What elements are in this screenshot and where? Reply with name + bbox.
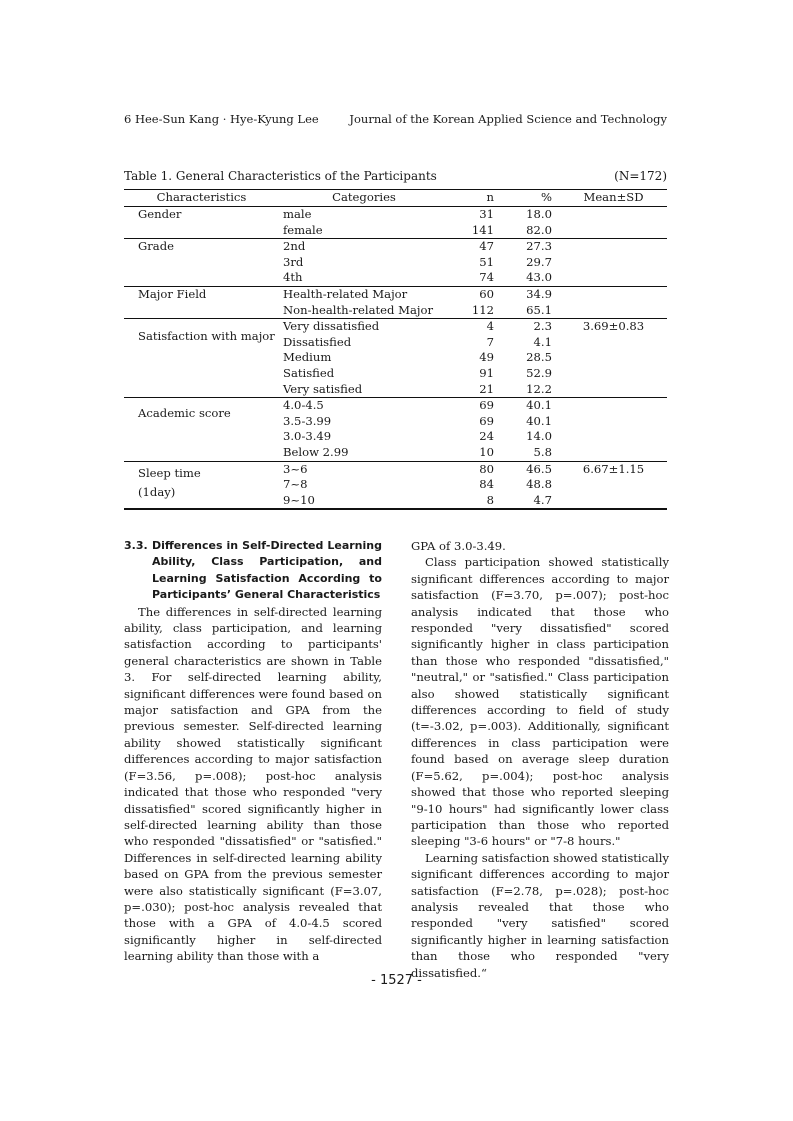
cell-category: Medium <box>283 350 332 365</box>
cell-category: female <box>279 223 449 239</box>
cell-percent: 48.8 <box>526 477 552 492</box>
cell-n: 8 <box>449 493 494 510</box>
cell-percent: 27.3 <box>526 239 552 254</box>
cell-characteristic: Academic score <box>138 406 231 421</box>
table-caption: Table 1. General Characteristics of the Participants <box>124 169 437 183</box>
cell-characteristic: Grade <box>138 239 174 254</box>
cell-n: 24 <box>479 429 494 444</box>
cell-category: Health-related Major <box>283 286 408 301</box>
table-row <box>124 303 667 319</box>
section-heading <box>124 538 382 604</box>
cell-mean-sd: 3.69±0.83 <box>582 319 645 334</box>
running-header-left: 6 Hee-Sun Kang · Hye-Kyung Lee <box>124 112 319 126</box>
cell-characteristic: Sleep time <box>138 465 201 480</box>
table-row <box>124 350 667 366</box>
cell-percent: 82.0 <box>494 223 560 239</box>
body-paragraph: Learning satisfaction showed statistically significant differences according to major satisfaction (F=2.78, p=.028); post-hoc analysis revealed that those who responded "very satisfied" scored significantly higher in learning satisfaction than those who responded "very dissatisfied.“ <box>411 850 670 980</box>
cell-mean-sd <box>560 207 667 223</box>
right-text-column <box>411 538 669 981</box>
cell-n: 60 <box>479 286 494 301</box>
cell-category: 4th <box>279 270 449 286</box>
cell-characteristic <box>124 429 279 445</box>
cell-percent: 4.1 <box>533 334 552 349</box>
cell-n: 69 <box>479 413 494 428</box>
table-row <box>124 382 667 398</box>
cell-category: 7~8 <box>283 477 308 492</box>
cell-characteristic <box>124 270 279 286</box>
table-row <box>124 239 667 255</box>
cell-category: 4.0-4.5 <box>283 398 324 413</box>
cell-mean-sd: 6.67±1.15 <box>582 461 645 476</box>
col-header-percent: % <box>494 190 560 207</box>
cell-category: Non-health-related Major <box>279 303 449 319</box>
cell-category: Satisfied <box>283 365 335 380</box>
cell-mean-sd <box>560 398 667 414</box>
cell-percent: 2.3 <box>533 319 552 334</box>
cell-n: 51 <box>479 254 494 269</box>
cell-mean-sd <box>560 270 667 286</box>
cell-percent: 28.5 <box>526 350 552 365</box>
cell-mean-sd <box>560 303 667 319</box>
table-row <box>124 319 667 335</box>
cell-mean-sd <box>560 477 667 493</box>
characteristics-table <box>124 189 667 510</box>
cell-mean-sd <box>560 286 667 302</box>
table-sample-size: (N=172) <box>614 169 667 183</box>
cell-percent: 4.7 <box>494 493 560 510</box>
cell-mean-sd <box>560 223 667 239</box>
cell-mean-sd <box>560 382 667 398</box>
table-row <box>124 366 667 382</box>
cell-percent: 29.7 <box>526 254 552 269</box>
cell-category: 2nd <box>283 239 306 254</box>
cell-mean-sd <box>560 493 667 510</box>
col-header-characteristics: Characteristics <box>124 190 279 207</box>
cell-characteristic <box>124 366 279 382</box>
cell-n: 84 <box>479 477 494 492</box>
page-number: - 1527 - <box>371 973 422 988</box>
cell-n: 47 <box>479 239 494 254</box>
table-row <box>124 223 667 239</box>
cell-mean-sd <box>560 414 667 430</box>
cell-characteristic: Major Field <box>138 286 207 301</box>
col-header-mean-sd: Mean±SD <box>560 190 667 207</box>
cell-percent: 40.1 <box>526 398 552 413</box>
body-paragraph: Class participation showed statistically significant differences according to major satisfaction (F=3.70, p=.007); post-hoc analysis indicated that those who responded "very dissatisfied" scored significantly higher in class participation than those who responded "dissatisfied," "neutral," or "satisfied." Class participation also showed statistically significant differences according to field of study (t=-3.02, p=.003). Additionally, significant differences in class participation were found based on average sleep duration (F=5.62, p=.004); post-hoc analysis showed that those who reported sleeping "9-10 hours" had significantly lower class participation than those who reported sleeping "3-6 hours" or "7-8 hours." <box>411 555 669 849</box>
cell-category: Very satisfied <box>279 382 449 398</box>
table-row <box>124 461 667 477</box>
cell-n: 141 <box>449 223 494 239</box>
cell-percent: 5.8 <box>494 445 560 461</box>
section-number: 3.3. <box>124 539 148 552</box>
cell-mean-sd <box>560 445 667 461</box>
cell-percent: 34.9 <box>526 286 552 301</box>
table-row <box>124 445 667 461</box>
cell-percent: 12.2 <box>494 382 560 398</box>
cell-n: 21 <box>449 382 494 398</box>
cell-percent: 52.9 <box>526 365 552 380</box>
col-header-n: n <box>449 190 494 207</box>
cell-characteristic: Satisfaction with major <box>138 329 275 344</box>
cell-n: 80 <box>479 461 494 476</box>
cell-percent: 18.0 <box>526 207 552 221</box>
cell-n: 10 <box>449 445 494 461</box>
cell-percent: 14.0 <box>526 429 552 444</box>
cell-n: 74 <box>449 270 494 286</box>
cell-characteristic <box>124 303 279 319</box>
cell-characteristic <box>124 350 279 366</box>
table-row <box>124 207 667 223</box>
cell-category: 3.5-3.99 <box>283 413 332 428</box>
table-row <box>124 429 667 445</box>
body-paragraph: The differences in self-directed learning ability, class participation, and learning satisfaction according to participants' general characteristics are shown in Table 3. For self-directed learning ability, significant differences were found based on major satisfaction and GPA from the previous semester. Self-directed learning ability showed statistically significant differences according to major satisfaction (F=3.56, p=.008); post-hoc analysis indicated that those who responded "very dissatisfied" scored significantly higher in self-directed learning ability than those who responded "dissatisfied" or "satisfied." Differences in self-directed learning ability based on GPA from the previous semester were also statistically significant (F=3.07, p=.030); post-hoc analysis revealed that those with a GPA of 4.0-4.5 scored significantly higher in self-directed learning ability than those with a <box>124 604 382 964</box>
cell-category: male <box>283 207 312 221</box>
cell-category: 3rd <box>283 254 304 269</box>
cell-characteristic <box>124 223 279 239</box>
cell-percent: 40.1 <box>526 413 552 428</box>
cell-mean-sd <box>560 239 667 255</box>
cell-n: 31 <box>479 207 494 221</box>
cell-mean-sd <box>560 335 667 351</box>
cell-percent: 65.1 <box>494 303 560 319</box>
section-title: Differences in Self-Directed Learning Ability, Class Participation, and Learning Satisfaction According to Participants’ General Characteristics <box>152 539 382 602</box>
cell-n: 91 <box>479 365 494 380</box>
cell-characteristic: (1day) <box>138 485 176 500</box>
cell-mean-sd <box>560 350 667 366</box>
cell-percent: 43.0 <box>494 270 560 286</box>
cell-n: 7 <box>486 334 494 349</box>
cell-category: Below 2.99 <box>279 445 449 461</box>
cell-category: 3~6 <box>283 461 308 476</box>
cell-percent: 46.5 <box>526 461 552 476</box>
left-text-column <box>124 538 382 965</box>
cell-mean-sd <box>560 429 667 445</box>
cell-category: Very dissatisfied <box>283 319 380 334</box>
cell-mean-sd <box>560 366 667 382</box>
cell-n: 49 <box>479 350 494 365</box>
table-row <box>124 286 667 302</box>
table-row <box>124 255 667 271</box>
table-row <box>124 398 667 414</box>
cell-category: 3.0-3.49 <box>283 429 332 444</box>
table-header-row <box>124 190 667 207</box>
cell-mean-sd <box>560 255 667 271</box>
cell-category: 9~10 <box>279 493 449 510</box>
cell-characteristic <box>124 445 279 461</box>
cell-characteristic <box>124 255 279 271</box>
table-caption-row <box>124 169 667 183</box>
cell-characteristic <box>124 382 279 398</box>
body-paragraph: GPA of 3.0-3.49. <box>411 539 506 553</box>
table-row <box>124 270 667 286</box>
cell-n: 69 <box>479 398 494 413</box>
cell-category: Dissatisfied <box>283 334 352 349</box>
running-header-right: Journal of the Korean Applied Science and Technology <box>349 112 667 126</box>
cell-characteristic: Gender <box>138 207 182 221</box>
col-header-categories: Categories <box>279 190 449 207</box>
cell-n: 4 <box>486 319 494 334</box>
cell-n: 112 <box>449 303 494 319</box>
